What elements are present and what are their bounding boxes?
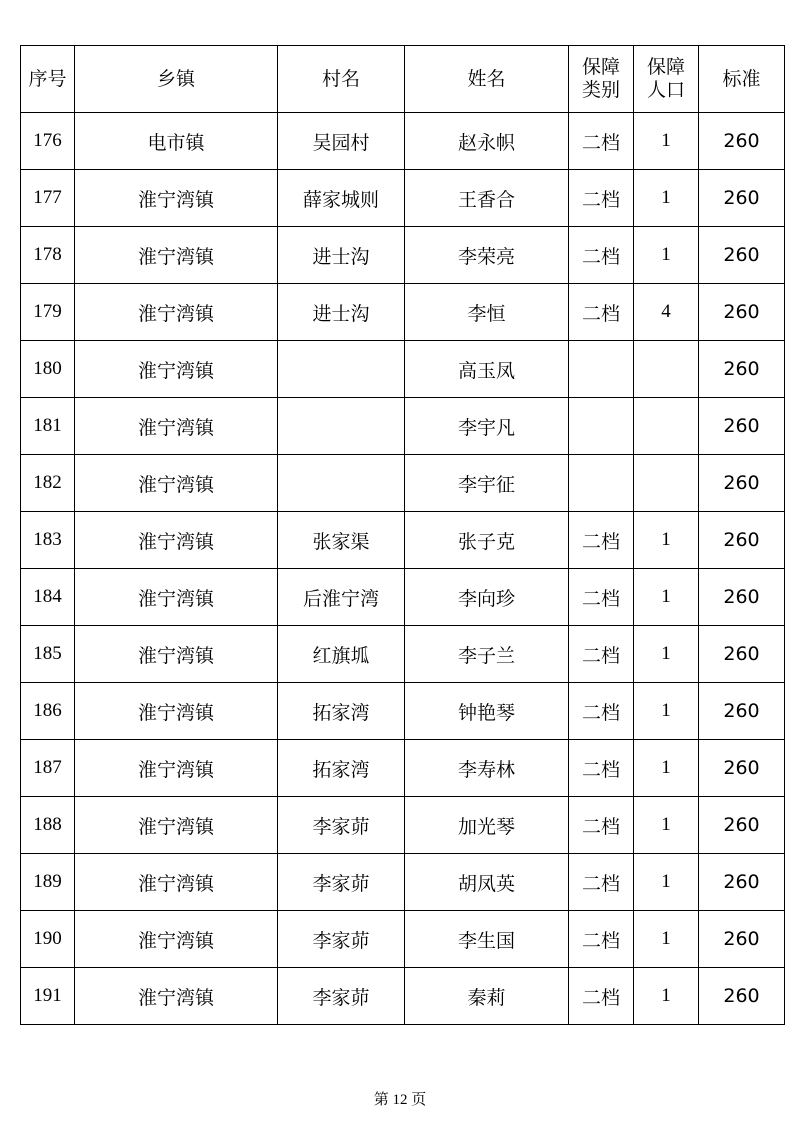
cell-standard: 260 — [699, 398, 785, 455]
cell-population: 1 — [634, 854, 699, 911]
header-town: 乡镇 — [75, 46, 278, 113]
cell-category: 二档 — [569, 569, 634, 626]
cell-name: 李恒 — [405, 284, 569, 341]
cell-seq: 189 — [21, 854, 75, 911]
header-population-line2: 人口 — [646, 79, 685, 101]
header-category-line2: 类别 — [581, 79, 620, 101]
cell-seq: 187 — [21, 740, 75, 797]
table-row — [21, 455, 785, 512]
cell-standard: 260 — [699, 911, 785, 968]
cell-population: 1 — [634, 227, 699, 284]
cell-town: 淮宁湾镇 — [75, 911, 278, 968]
cell-seq: 182 — [21, 455, 75, 512]
cell-category: 二档 — [569, 626, 634, 683]
table-row — [21, 227, 785, 284]
cell-category — [569, 455, 634, 512]
cell-category: 二档 — [569, 797, 634, 854]
cell-village: 进士沟 — [278, 227, 405, 284]
table-row — [21, 854, 785, 911]
cell-seq: 188 — [21, 797, 75, 854]
cell-population: 1 — [634, 911, 699, 968]
page-number: 第 12 页 — [373, 1092, 427, 1108]
cell-village: 张家渠 — [278, 512, 405, 569]
cell-standard: 260 — [699, 284, 785, 341]
table-row — [21, 968, 785, 1025]
cell-town: 淮宁湾镇 — [75, 512, 278, 569]
cell-category: 二档 — [569, 227, 634, 284]
cell-seq: 184 — [21, 569, 75, 626]
cell-population: 1 — [634, 113, 699, 170]
cell-population — [634, 398, 699, 455]
cell-village — [278, 398, 405, 455]
cell-village: 红旗坬 — [278, 626, 405, 683]
cell-population — [634, 341, 699, 398]
header-category-line1: 保障 — [581, 56, 620, 78]
cell-standard: 260 — [699, 227, 785, 284]
cell-town: 淮宁湾镇 — [75, 740, 278, 797]
table-row — [21, 341, 785, 398]
cell-seq: 191 — [21, 968, 75, 1025]
cell-town: 淮宁湾镇 — [75, 227, 278, 284]
cell-population: 1 — [634, 569, 699, 626]
cell-name: 张子克 — [405, 512, 569, 569]
header-name: 姓名 — [405, 46, 569, 113]
cell-name: 李荣亮 — [405, 227, 569, 284]
cell-standard: 260 — [699, 569, 785, 626]
cell-name: 王香合 — [405, 170, 569, 227]
table-row — [21, 170, 785, 227]
cell-town: 电市镇 — [75, 113, 278, 170]
cell-population: 1 — [634, 797, 699, 854]
cell-population: 1 — [634, 170, 699, 227]
header-row — [21, 46, 785, 113]
cell-standard: 260 — [699, 968, 785, 1025]
cell-town: 淮宁湾镇 — [75, 968, 278, 1025]
cell-standard: 260 — [699, 683, 785, 740]
cell-category: 二档 — [569, 740, 634, 797]
cell-town: 淮宁湾镇 — [75, 170, 278, 227]
cell-category: 二档 — [569, 854, 634, 911]
table-body — [21, 113, 785, 1025]
cell-name: 李子兰 — [405, 626, 569, 683]
cell-category: 二档 — [569, 911, 634, 968]
cell-town: 淮宁湾镇 — [75, 626, 278, 683]
cell-name: 李生国 — [405, 911, 569, 968]
header-population — [634, 46, 699, 113]
cell-village: 薛家城则 — [278, 170, 405, 227]
cell-seq: 178 — [21, 227, 75, 284]
cell-village — [278, 341, 405, 398]
cell-seq: 179 — [21, 284, 75, 341]
cell-town: 淮宁湾镇 — [75, 284, 278, 341]
cell-category: 二档 — [569, 170, 634, 227]
cell-name: 高玉凤 — [405, 341, 569, 398]
cell-seq: 186 — [21, 683, 75, 740]
cell-village: 李家茆 — [278, 911, 405, 968]
cell-population: 4 — [634, 284, 699, 341]
table-row — [21, 113, 785, 170]
cell-seq: 181 — [21, 398, 75, 455]
cell-category — [569, 341, 634, 398]
cell-standard: 260 — [699, 854, 785, 911]
header-category — [569, 46, 634, 113]
cell-seq: 183 — [21, 512, 75, 569]
cell-population: 1 — [634, 740, 699, 797]
cell-village: 李家茆 — [278, 797, 405, 854]
cell-population: 1 — [634, 968, 699, 1025]
cell-village: 吴园村 — [278, 113, 405, 170]
cell-standard: 260 — [699, 740, 785, 797]
table-row — [21, 683, 785, 740]
cell-village — [278, 455, 405, 512]
cell-standard: 260 — [699, 455, 785, 512]
cell-category — [569, 398, 634, 455]
cell-category: 二档 — [569, 968, 634, 1025]
roster-table — [20, 45, 785, 1025]
cell-name: 赵永帜 — [405, 113, 569, 170]
cell-population: 1 — [634, 512, 699, 569]
cell-name: 钟艳琴 — [405, 683, 569, 740]
cell-town: 淮宁湾镇 — [75, 683, 278, 740]
cell-village: 李家茆 — [278, 968, 405, 1025]
table-row — [21, 740, 785, 797]
cell-category: 二档 — [569, 512, 634, 569]
table-row — [21, 569, 785, 626]
cell-village: 拓家湾 — [278, 683, 405, 740]
cell-town: 淮宁湾镇 — [75, 569, 278, 626]
cell-town: 淮宁湾镇 — [75, 854, 278, 911]
cell-name: 李寿林 — [405, 740, 569, 797]
header-standard: 标准 — [699, 46, 785, 113]
cell-town: 淮宁湾镇 — [75, 455, 278, 512]
table-row — [21, 797, 785, 854]
cell-seq: 185 — [21, 626, 75, 683]
cell-standard: 260 — [699, 341, 785, 398]
table-header — [21, 46, 785, 113]
cell-name: 秦莉 — [405, 968, 569, 1025]
header-seq: 序号 — [21, 46, 75, 113]
cell-village: 进士沟 — [278, 284, 405, 341]
cell-population: 1 — [634, 626, 699, 683]
cell-category: 二档 — [569, 284, 634, 341]
cell-category: 二档 — [569, 683, 634, 740]
header-population-line1: 保障 — [646, 56, 685, 78]
table-row — [21, 512, 785, 569]
cell-town: 淮宁湾镇 — [75, 341, 278, 398]
cell-standard: 260 — [699, 797, 785, 854]
cell-seq: 177 — [21, 170, 75, 227]
header-village: 村名 — [278, 46, 405, 113]
table-row — [21, 626, 785, 683]
cell-name: 李向珍 — [405, 569, 569, 626]
cell-town: 淮宁湾镇 — [75, 797, 278, 854]
cell-village: 拓家湾 — [278, 740, 405, 797]
cell-village: 后淮宁湾 — [278, 569, 405, 626]
cell-standard: 260 — [699, 626, 785, 683]
cell-seq: 180 — [21, 341, 75, 398]
cell-standard: 260 — [699, 113, 785, 170]
cell-village: 李家茆 — [278, 854, 405, 911]
cell-seq: 190 — [21, 911, 75, 968]
cell-standard: 260 — [699, 512, 785, 569]
cell-name: 胡凤英 — [405, 854, 569, 911]
cell-population: 1 — [634, 683, 699, 740]
table-row — [21, 284, 785, 341]
cell-population — [634, 455, 699, 512]
cell-seq: 176 — [21, 113, 75, 170]
cell-name: 李宇征 — [405, 455, 569, 512]
cell-name: 李宇凡 — [405, 398, 569, 455]
cell-category: 二档 — [569, 113, 634, 170]
cell-standard: 260 — [699, 170, 785, 227]
cell-town: 淮宁湾镇 — [75, 398, 278, 455]
table-row — [21, 911, 785, 968]
cell-name: 加光琴 — [405, 797, 569, 854]
table-row — [21, 398, 785, 455]
